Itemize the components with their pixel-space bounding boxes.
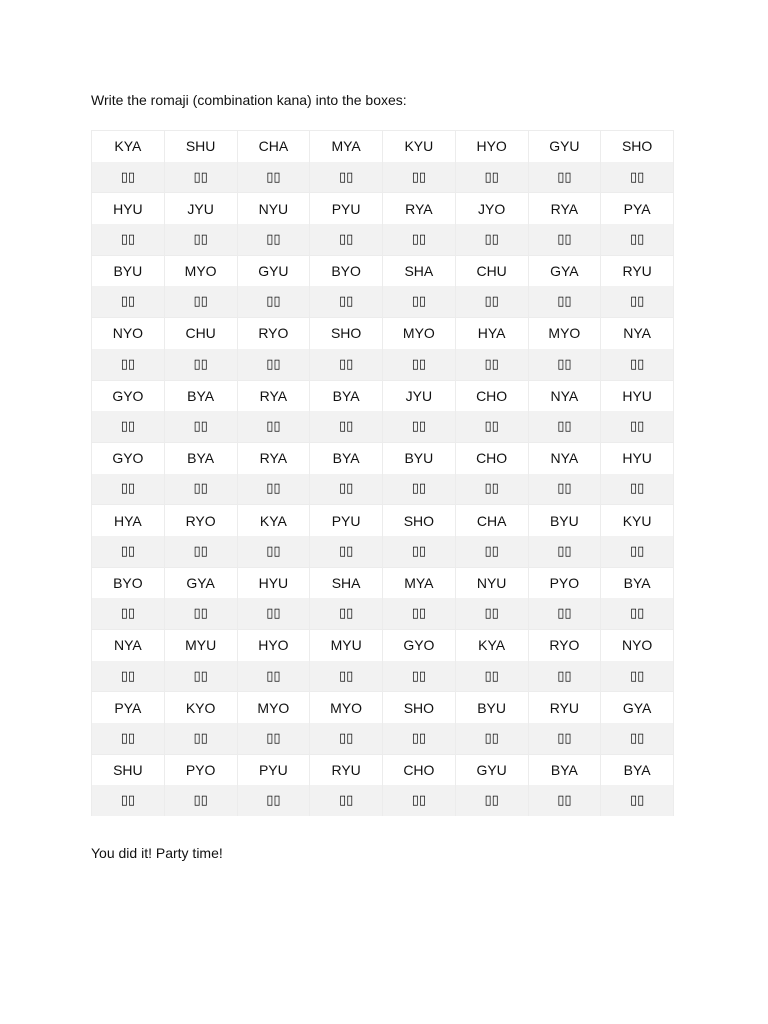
romaji-cell: MYO xyxy=(383,318,456,349)
kana-answer-box[interactable]: ▯▯ xyxy=(455,536,528,567)
romaji-row xyxy=(92,505,674,536)
kana-answer-box[interactable]: ▯▯ xyxy=(383,286,456,317)
romaji-cell: HYU xyxy=(237,567,310,598)
kana-answer-box[interactable]: ▯▯ xyxy=(455,598,528,629)
kana-answer-box[interactable]: ▯▯ xyxy=(383,536,456,567)
romaji-cell: BYA xyxy=(164,380,237,411)
worksheet-grid xyxy=(92,131,674,817)
kana-answer-box[interactable]: ▯▯ xyxy=(310,723,383,754)
kana-answer-box[interactable]: ▯▯ xyxy=(237,286,310,317)
romaji-cell: GYU xyxy=(237,255,310,286)
romaji-row xyxy=(92,567,674,598)
kana-answer-box[interactable]: ▯▯ xyxy=(455,349,528,380)
romaji-cell: JYO xyxy=(455,193,528,224)
romaji-cell: MYA xyxy=(310,131,383,162)
romaji-cell: SHO xyxy=(383,505,456,536)
kana-answer-box[interactable]: ▯▯ xyxy=(310,286,383,317)
romaji-cell: BYA xyxy=(164,442,237,473)
kana-answer-box[interactable]: ▯▯ xyxy=(383,723,456,754)
romaji-cell: PYA xyxy=(601,193,674,224)
romaji-cell: BYO xyxy=(310,255,383,286)
romaji-cell: PYO xyxy=(528,567,601,598)
kana-answer-row xyxy=(92,536,674,567)
kana-answer-row xyxy=(92,286,674,317)
kana-answer-box[interactable]: ▯▯ xyxy=(601,349,674,380)
instructions-text: Write the romaji (combination kana) into the boxes: xyxy=(91,92,407,108)
romaji-cell: GYO xyxy=(92,442,165,473)
kana-answer-box[interactable]: ▯▯ xyxy=(528,536,601,567)
kana-answer-box[interactable]: ▯▯ xyxy=(237,349,310,380)
kana-answer-box[interactable]: ▯▯ xyxy=(601,598,674,629)
kana-answer-box[interactable]: ▯▯ xyxy=(455,785,528,816)
romaji-row xyxy=(92,255,674,286)
kana-answer-row xyxy=(92,785,674,816)
kana-answer-box[interactable]: ▯▯ xyxy=(237,474,310,505)
romaji-cell: NYA xyxy=(528,442,601,473)
kana-answer-row xyxy=(92,474,674,505)
kana-answer-box[interactable]: ▯▯ xyxy=(528,411,601,442)
romaji-cell: MYO xyxy=(237,692,310,723)
kana-answer-box[interactable]: ▯▯ xyxy=(164,411,237,442)
romaji-row xyxy=(92,193,674,224)
kana-answer-box[interactable]: ▯▯ xyxy=(237,785,310,816)
romaji-cell: GYA xyxy=(164,567,237,598)
romaji-cell: SHO xyxy=(383,692,456,723)
romaji-cell: HYU xyxy=(92,193,165,224)
kana-answer-box[interactable]: ▯▯ xyxy=(92,286,165,317)
romaji-cell: NYU xyxy=(237,193,310,224)
romaji-cell: SHA xyxy=(310,567,383,598)
romaji-row xyxy=(92,630,674,661)
kana-answer-box[interactable]: ▯▯ xyxy=(528,224,601,255)
romaji-cell: BYU xyxy=(455,692,528,723)
romaji-cell: NYU xyxy=(455,567,528,598)
kana-answer-box[interactable]: ▯▯ xyxy=(237,723,310,754)
kana-answer-box[interactable]: ▯▯ xyxy=(92,224,165,255)
romaji-cell: GYA xyxy=(528,255,601,286)
romaji-cell: BYA xyxy=(310,442,383,473)
kana-answer-box[interactable]: ▯▯ xyxy=(164,224,237,255)
kana-answer-box[interactable]: ▯▯ xyxy=(601,286,674,317)
kana-answer-box[interactable]: ▯▯ xyxy=(383,349,456,380)
kana-answer-box[interactable]: ▯▯ xyxy=(164,536,237,567)
romaji-cell: SHO xyxy=(601,131,674,162)
romaji-cell: BYA xyxy=(601,567,674,598)
romaji-cell: KYA xyxy=(455,630,528,661)
romaji-cell: NYO xyxy=(601,630,674,661)
kana-answer-box[interactable]: ▯▯ xyxy=(164,598,237,629)
kana-answer-box[interactable]: ▯▯ xyxy=(164,661,237,692)
romaji-cell: CHU xyxy=(164,318,237,349)
romaji-cell: HYO xyxy=(237,630,310,661)
kana-answer-row xyxy=(92,162,674,193)
kana-answer-box[interactable]: ▯▯ xyxy=(92,162,165,193)
romaji-cell: RYA xyxy=(528,193,601,224)
kana-answer-box[interactable]: ▯▯ xyxy=(310,162,383,193)
romaji-cell: MYO xyxy=(164,255,237,286)
kana-answer-box[interactable]: ▯▯ xyxy=(92,661,165,692)
kana-answer-box[interactable]: ▯▯ xyxy=(237,162,310,193)
romaji-cell: BYA xyxy=(528,754,601,785)
romaji-cell: KYU xyxy=(601,505,674,536)
kana-answer-box[interactable]: ▯▯ xyxy=(455,474,528,505)
romaji-cell: HYA xyxy=(92,505,165,536)
kana-answer-box[interactable]: ▯▯ xyxy=(383,474,456,505)
kana-answer-box[interactable]: ▯▯ xyxy=(310,474,383,505)
kana-answer-box[interactable]: ▯▯ xyxy=(455,411,528,442)
kana-answer-box[interactable]: ▯▯ xyxy=(601,785,674,816)
kana-answer-box[interactable]: ▯▯ xyxy=(601,162,674,193)
kana-answer-box[interactable]: ▯▯ xyxy=(310,536,383,567)
kana-answer-box[interactable]: ▯▯ xyxy=(237,224,310,255)
romaji-cell: PYU xyxy=(310,505,383,536)
kana-answer-box[interactable]: ▯▯ xyxy=(92,536,165,567)
romaji-cell: MYO xyxy=(310,692,383,723)
kana-answer-box[interactable]: ▯▯ xyxy=(164,286,237,317)
kana-answer-box[interactable]: ▯▯ xyxy=(310,785,383,816)
romaji-cell: NYA xyxy=(601,318,674,349)
kana-answer-box[interactable]: ▯▯ xyxy=(601,536,674,567)
romaji-cell: PYA xyxy=(92,692,165,723)
romaji-cell: GYO xyxy=(92,380,165,411)
kana-answer-box[interactable]: ▯▯ xyxy=(164,474,237,505)
romaji-row xyxy=(92,692,674,723)
kana-answer-box[interactable]: ▯▯ xyxy=(601,661,674,692)
romaji-cell: NYA xyxy=(92,630,165,661)
romaji-cell: GYU xyxy=(455,754,528,785)
kana-answer-box[interactable]: ▯▯ xyxy=(92,411,165,442)
romaji-cell: JYU xyxy=(383,380,456,411)
kana-answer-box[interactable]: ▯▯ xyxy=(455,224,528,255)
kana-answer-box[interactable]: ▯▯ xyxy=(92,598,165,629)
kana-answer-box[interactable]: ▯▯ xyxy=(92,785,165,816)
romaji-cell: CHA xyxy=(455,505,528,536)
romaji-cell: CHA xyxy=(237,131,310,162)
kana-answer-box[interactable]: ▯▯ xyxy=(92,474,165,505)
romaji-cell: SHO xyxy=(310,318,383,349)
romaji-cell: KYA xyxy=(92,131,165,162)
kana-answer-box[interactable]: ▯▯ xyxy=(383,661,456,692)
kana-answer-box[interactable]: ▯▯ xyxy=(528,785,601,816)
kana-answer-box[interactable]: ▯▯ xyxy=(528,723,601,754)
romaji-cell: RYA xyxy=(237,442,310,473)
kana-answer-box[interactable]: ▯▯ xyxy=(455,286,528,317)
kana-answer-box[interactable]: ▯▯ xyxy=(237,536,310,567)
romaji-cell: BYU xyxy=(383,442,456,473)
romaji-cell: BYO xyxy=(92,567,165,598)
kana-answer-row xyxy=(92,349,674,380)
romaji-cell: SHU xyxy=(164,131,237,162)
kana-answer-row xyxy=(92,411,674,442)
romaji-cell: KYA xyxy=(237,505,310,536)
kana-answer-box[interactable]: ▯▯ xyxy=(237,598,310,629)
romaji-cell: HYU xyxy=(601,442,674,473)
kana-answer-box[interactable]: ▯▯ xyxy=(237,411,310,442)
romaji-cell: PYU xyxy=(237,754,310,785)
kana-answer-row xyxy=(92,723,674,754)
romaji-cell: NYO xyxy=(92,318,165,349)
kana-answer-box[interactable]: ▯▯ xyxy=(455,661,528,692)
romaji-cell: SHA xyxy=(383,255,456,286)
closing-text: You did it! Party time! xyxy=(91,845,223,861)
romaji-cell: SHU xyxy=(92,754,165,785)
romaji-worksheet-table xyxy=(91,130,674,816)
kana-answer-row xyxy=(92,598,674,629)
romaji-cell: BYA xyxy=(310,380,383,411)
kana-answer-box[interactable]: ▯▯ xyxy=(601,474,674,505)
romaji-cell: BYU xyxy=(528,505,601,536)
romaji-cell: HYU xyxy=(601,380,674,411)
kana-answer-box[interactable]: ▯▯ xyxy=(528,598,601,629)
kana-answer-box[interactable]: ▯▯ xyxy=(310,661,383,692)
romaji-cell: KYU xyxy=(383,131,456,162)
kana-answer-box[interactable]: ▯▯ xyxy=(528,286,601,317)
romaji-cell: GYU xyxy=(528,131,601,162)
romaji-cell: HYO xyxy=(455,131,528,162)
kana-answer-box[interactable]: ▯▯ xyxy=(528,162,601,193)
romaji-cell: PYU xyxy=(310,193,383,224)
romaji-row xyxy=(92,754,674,785)
kana-answer-box[interactable]: ▯▯ xyxy=(601,224,674,255)
romaji-cell: GYO xyxy=(383,630,456,661)
romaji-cell: RYO xyxy=(237,318,310,349)
kana-answer-row xyxy=(92,661,674,692)
romaji-cell: GYA xyxy=(601,692,674,723)
kana-answer-box[interactable]: ▯▯ xyxy=(383,162,456,193)
romaji-cell: MYU xyxy=(164,630,237,661)
romaji-row xyxy=(92,131,674,162)
romaji-cell: RYO xyxy=(164,505,237,536)
romaji-cell: RYU xyxy=(310,754,383,785)
romaji-cell: RYA xyxy=(237,380,310,411)
kana-answer-box[interactable]: ▯▯ xyxy=(601,411,674,442)
romaji-cell: RYO xyxy=(528,630,601,661)
kana-answer-box[interactable]: ▯▯ xyxy=(310,411,383,442)
kana-answer-box[interactable]: ▯▯ xyxy=(528,661,601,692)
romaji-cell: MYU xyxy=(310,630,383,661)
romaji-row xyxy=(92,380,674,411)
kana-answer-box[interactable]: ▯▯ xyxy=(164,723,237,754)
kana-answer-box[interactable]: ▯▯ xyxy=(164,785,237,816)
romaji-cell: NYA xyxy=(528,380,601,411)
kana-answer-box[interactable]: ▯▯ xyxy=(92,723,165,754)
romaji-row xyxy=(92,442,674,473)
romaji-cell: MYO xyxy=(528,318,601,349)
kana-answer-box[interactable]: ▯▯ xyxy=(528,474,601,505)
kana-answer-box[interactable]: ▯▯ xyxy=(383,785,456,816)
romaji-cell: HYA xyxy=(455,318,528,349)
kana-answer-box[interactable]: ▯▯ xyxy=(310,224,383,255)
kana-answer-box[interactable]: ▯▯ xyxy=(383,224,456,255)
romaji-cell: BYU xyxy=(92,255,165,286)
romaji-cell: CHO xyxy=(455,380,528,411)
kana-answer-box[interactable]: ▯▯ xyxy=(310,349,383,380)
kana-answer-box[interactable]: ▯▯ xyxy=(383,598,456,629)
romaji-cell: RYA xyxy=(383,193,456,224)
romaji-cell: CHU xyxy=(455,255,528,286)
kana-answer-box[interactable]: ▯▯ xyxy=(92,349,165,380)
kana-answer-box[interactable]: ▯▯ xyxy=(310,598,383,629)
romaji-cell: RYU xyxy=(528,692,601,723)
kana-answer-box[interactable]: ▯▯ xyxy=(455,723,528,754)
kana-answer-box[interactable]: ▯▯ xyxy=(383,411,456,442)
romaji-cell: KYO xyxy=(164,692,237,723)
romaji-cell: JYU xyxy=(164,193,237,224)
romaji-cell: CHO xyxy=(455,442,528,473)
kana-answer-box[interactable]: ▯▯ xyxy=(528,349,601,380)
kana-answer-box[interactable]: ▯▯ xyxy=(164,349,237,380)
kana-answer-row xyxy=(92,224,674,255)
romaji-cell: PYO xyxy=(164,754,237,785)
kana-answer-box[interactable]: ▯▯ xyxy=(164,162,237,193)
romaji-cell: RYU xyxy=(601,255,674,286)
kana-answer-box[interactable]: ▯▯ xyxy=(237,661,310,692)
kana-answer-box[interactable]: ▯▯ xyxy=(455,162,528,193)
kana-answer-box[interactable]: ▯▯ xyxy=(601,723,674,754)
romaji-cell: CHO xyxy=(383,754,456,785)
romaji-row xyxy=(92,318,674,349)
romaji-cell: MYA xyxy=(383,567,456,598)
romaji-cell: BYA xyxy=(601,754,674,785)
